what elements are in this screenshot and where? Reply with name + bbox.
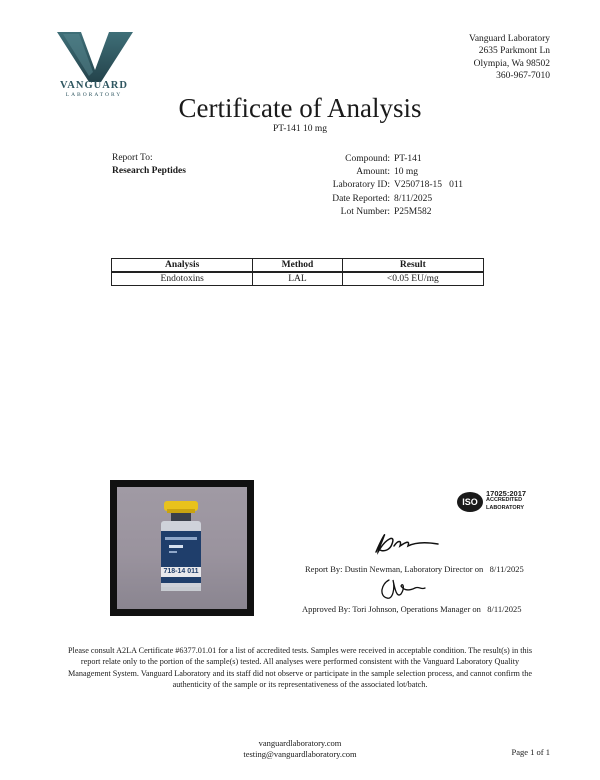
lab-name: Vanguard Laboratory	[469, 34, 550, 44]
signature-tori-johnson-icon	[377, 574, 427, 604]
vial-lot-text: 718-14 011	[163, 568, 199, 575]
page-number: Page 1 of 1	[511, 747, 550, 757]
iso-icon	[457, 492, 483, 512]
approved-by-date: 8/11/2025	[487, 604, 522, 614]
table-cell-result: <0.05 EU/mg	[342, 272, 483, 286]
date-value: 8/11/2025	[394, 193, 433, 204]
document-subtitle: PT-141 10 mg	[272, 124, 328, 134]
amount-value: 10 mg	[394, 167, 419, 178]
logo-subtext: LABORATORY	[65, 92, 123, 98]
compound-label: Compound:	[345, 154, 390, 164]
compound-value: PT-141	[394, 154, 422, 164]
iso-accreditation-badge	[457, 490, 555, 514]
footer-email: testing@vanguardlaboratory.com	[243, 749, 357, 759]
disclaimer-line-2: report relate only to the portion of the sample(s) tested. All analyses were performed consistent with the Vanguard Laboratory Quality	[80, 657, 520, 667]
lab-id-label: Laboratory ID:	[332, 180, 390, 191]
table-cell-method: LAL	[253, 272, 342, 286]
lot-value: P25M582	[394, 206, 432, 217]
iso-standard: 17025:2017	[486, 489, 527, 498]
lab-phone: 360-967-7010	[496, 71, 550, 82]
approved-by-line	[302, 604, 521, 614]
table-row	[112, 272, 484, 286]
table-header-analysis: Analysis	[112, 259, 253, 273]
info-labels	[250, 153, 390, 219]
logo-wordmark: VANGUARD	[60, 80, 128, 91]
iso-line1: ACCREDITED	[486, 497, 523, 504]
lab-id-value: V250718-15 011	[394, 180, 464, 191]
iso-line2: LABORATORY	[486, 504, 525, 511]
footer-website: vanguardlaboratory.com	[258, 738, 342, 748]
table-header-row	[112, 259, 484, 273]
iso-badge-text: ISO	[462, 497, 478, 507]
approved-by-text: Approved By: Tori Johnson, Operations Manager on	[302, 604, 481, 614]
lab-city: Olympia, Wa 98502	[473, 58, 550, 69]
report-to-label: Report To:	[112, 153, 153, 163]
table-header-method: Method	[253, 259, 342, 273]
table-header-result: Result	[342, 259, 483, 273]
signature-dustin-newman-icon	[372, 528, 442, 558]
disclaimer-line-3: Management System. Vanguard Laboratory and its staff did not observe or participate in the sample selection process, and cannot confirm the	[68, 668, 532, 678]
document-title: Certificate of Analysis	[178, 93, 422, 123]
date-label: Date Reported:	[332, 193, 390, 204]
lab-street: 2635 Parkmont Ln	[478, 46, 550, 57]
report-by-text: Report By: Dustin Newman, Laboratory Director on	[305, 564, 484, 574]
disclaimer-line-4: authenticity of the sample or its representativeness of the associated lot/batch.	[172, 680, 428, 690]
report-by-date: 8/11/2025	[489, 564, 524, 574]
results-table	[111, 258, 484, 286]
lot-label: Lot Number:	[340, 206, 390, 217]
info-values	[394, 153, 534, 219]
sample-photo	[117, 487, 247, 609]
table-cell-analysis: Endotoxins	[112, 272, 253, 286]
disclaimer	[55, 645, 545, 691]
report-by-line	[305, 564, 524, 574]
disclaimer-line-1: Please consult A2LA Certificate #6377.01.01 for a list of accredited tests. Samples were received in acceptable condition. The result(s) in this	[67, 646, 533, 655]
vial-icon	[117, 487, 247, 609]
amount-label: Amount:	[356, 167, 390, 178]
lab-address	[469, 33, 550, 83]
report-to-value: Research Peptides	[112, 166, 186, 176]
